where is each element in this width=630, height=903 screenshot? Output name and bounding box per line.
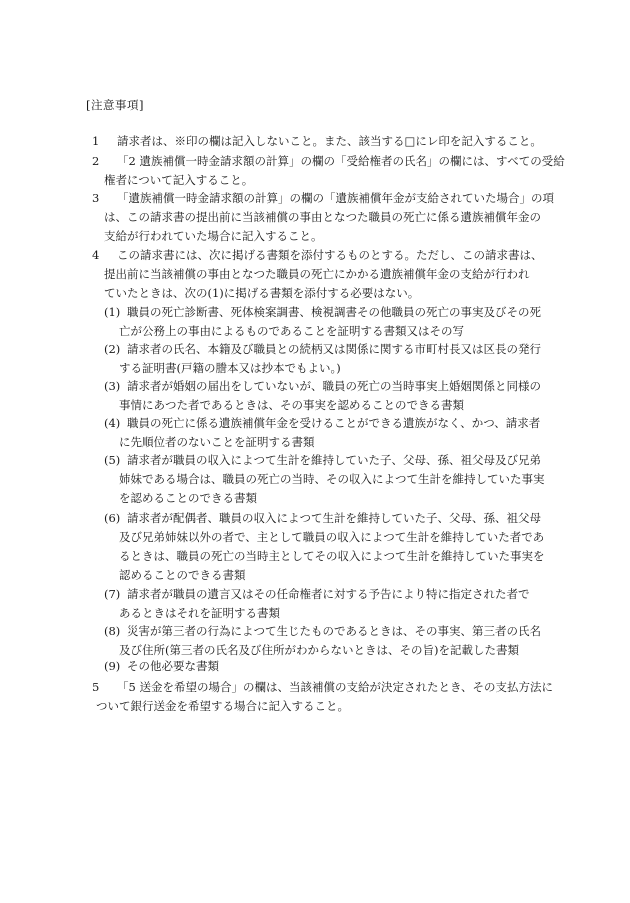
- note-line: は、この請求書の提出前に当該補償の事由となつた職員の死亡に係る遺族補償年金の: [104, 210, 541, 224]
- note-number: (1): [104, 305, 121, 319]
- note-line: 請求者が配偶者、職員の収入によつて生計を維持していた子、父母、孫、祖父母: [127, 511, 541, 525]
- note-line: 及び兄弟姉妹以外の者で、主として職員の収入によつて生計を維持していた者であ: [119, 530, 545, 544]
- note-line: 事情にあつた者であるときは、その事実を認めることのできる書類: [119, 398, 464, 412]
- note-line: 「遺族補償一時金請求額の計算」の欄の「遺族補償年金が支給されていた場合」の項: [117, 191, 554, 205]
- note-line: その他必要な書類: [127, 659, 219, 673]
- notes-heading: [注意事項]: [86, 98, 144, 112]
- note-line: 及び住所(第三者の氏名及び住所がわからないときは、その旨)を記載した書類: [119, 643, 519, 657]
- note-line: 災害が第三者の行為によつて生じたものであるときは、その事実、第三者の氏名: [127, 624, 541, 638]
- note-line: 請求者の氏名、本籍及び職員との続柄又は関係に関する市町村長又は区長の発行: [127, 342, 541, 356]
- note-line: この請求書には、次に掲げる書類を添付するものとする。ただし、この請求書は、: [117, 248, 543, 262]
- note-line: 権者について記入すること。: [104, 173, 254, 187]
- note-number: (7): [104, 587, 121, 601]
- note-number: (8): [104, 624, 121, 638]
- note-line: 亡が公務上の事由によるものであることを証明する書類又はその写: [119, 324, 464, 338]
- note-line: 「2 遺族補償一時金請求額の計算」の欄の「受給権者の氏名」の欄には、すべての受給: [117, 154, 565, 168]
- note-line: する証明書(戸籍の謄本又は抄本でもよい。): [119, 361, 341, 375]
- note-number: 5: [92, 680, 100, 694]
- note-number: 4: [92, 248, 100, 262]
- note-line: 「5 送金を希望の場合」の欄は、当該補償の支給が決定されたとき、その支払方法に: [117, 680, 554, 694]
- note-line: 請求者が職員の収入によつて生計を維持していた子、父母、孫、祖父母及び兄弟: [127, 453, 541, 467]
- note-line: ついて銀行送金を希望する場合に記入すること。: [96, 699, 349, 713]
- note-number: 2: [92, 154, 100, 168]
- note-number: (2): [104, 342, 121, 356]
- note-line: 提出前に当該補償の事由となつた職員の死亡にかかる遺族補償年金の支給が行われ: [104, 267, 530, 281]
- note-number: (3): [104, 379, 121, 393]
- note-line: るときは、職員の死亡の当時主としてその収入によつて生計を維持していた事実を: [119, 549, 545, 563]
- note-line: 請求者が職員の遺言又はその任命権者に対する予告により特に指定された者で: [127, 587, 530, 601]
- note-line: 請求者は、※印の欄は記入しないこと。また、該当する□にレ印を記入すること。: [117, 134, 542, 148]
- note-number: (9): [104, 659, 121, 673]
- note-number: (6): [104, 511, 121, 525]
- note-line: を認めることのできる書類: [119, 491, 257, 505]
- note-line: 職員の死亡に係る遺族補償年金を受けることができる遺族がなく、かつ、請求者: [127, 416, 541, 430]
- note-line: 姉妹である場合は、職員の死亡の当時、その収入によつて生計を維持していた事実: [119, 472, 545, 486]
- note-line: ていたときは、次の(1)に掲げる書類を添付する必要はない。: [104, 286, 420, 300]
- note-line: 請求者が婚姻の届出をしていないが、職員の死亡の当時事実上婚姻関係と同様の: [127, 379, 541, 393]
- note-line: あるときはそれを証明する書類: [119, 606, 280, 620]
- note-line: に先順位者のないことを証明する書類: [119, 435, 315, 449]
- note-number: (4): [104, 416, 121, 430]
- note-number: 1: [92, 134, 100, 148]
- note-line: 職員の死亡診断書、死体検案調書、検視調書その他職員の死亡の事実及びその死: [127, 305, 541, 319]
- note-number: (5): [104, 453, 121, 467]
- note-line: 認めることのできる書類: [119, 568, 246, 582]
- note-line: 支給が行われていた場合に記入すること。: [104, 229, 323, 243]
- note-number: 3: [92, 191, 100, 205]
